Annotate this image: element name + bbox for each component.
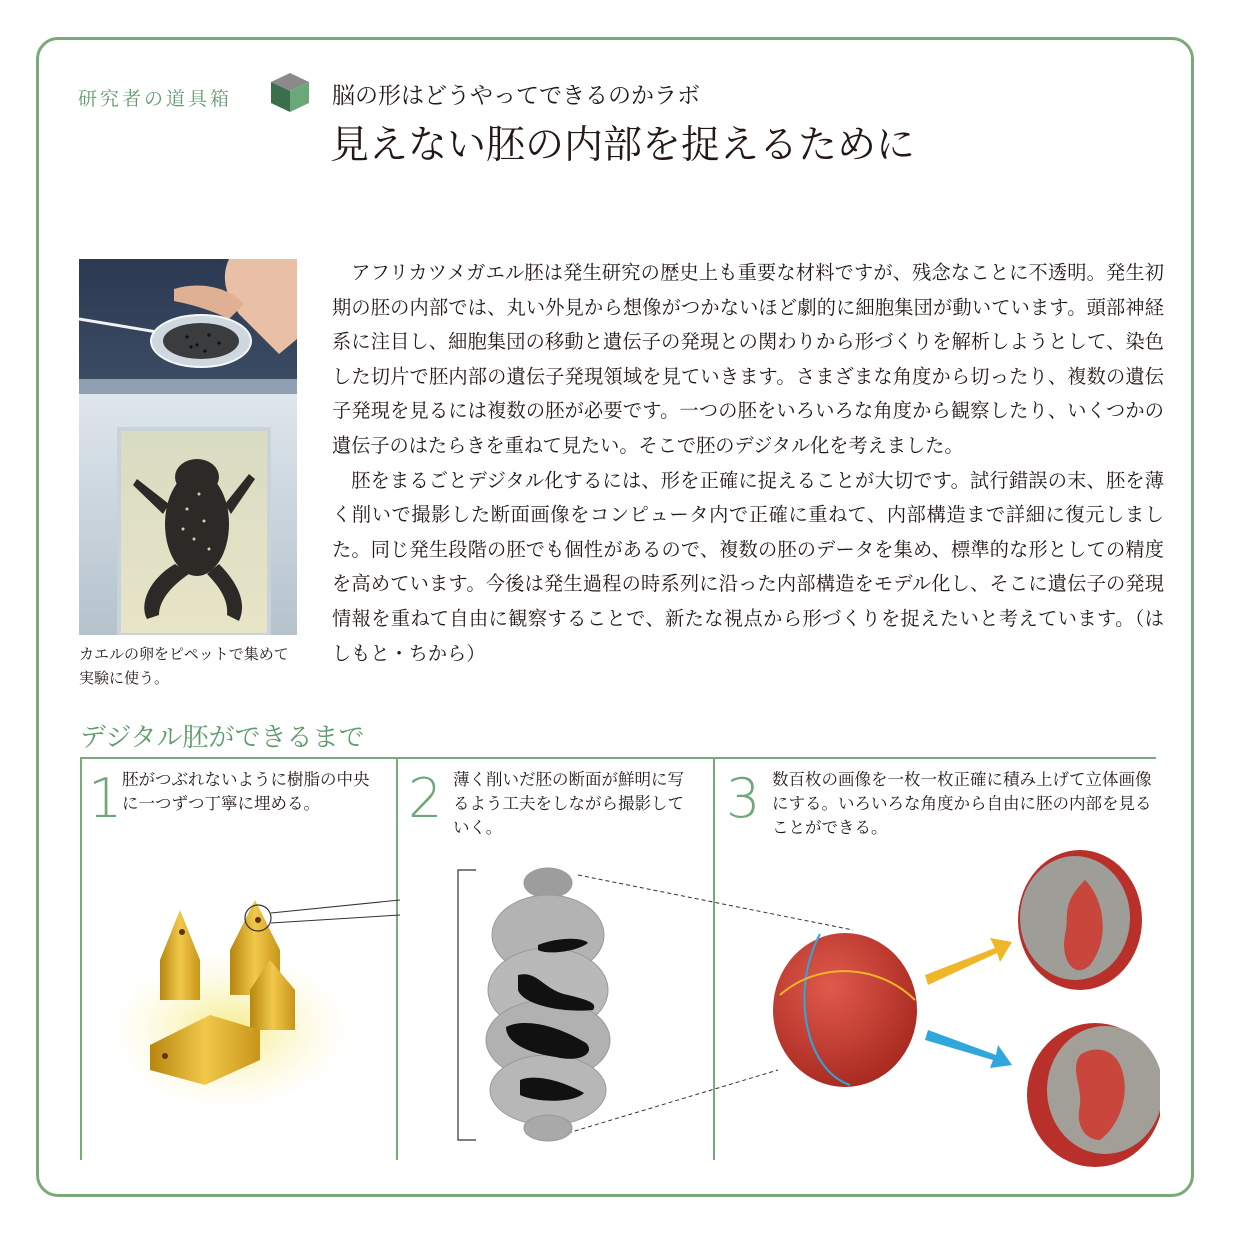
- photo-caption: カエルの卵をピペットで集めて実験に使う。: [79, 645, 289, 687]
- step-text-2: 薄く削いだ胚の断面が鮮明に写るよう工夫をしながら撮影していく。: [453, 770, 684, 837]
- article-body: [332, 256, 1164, 671]
- resin-blocks-figure: [110, 880, 400, 1130]
- step-number-1: 1: [88, 767, 123, 830]
- page-title: 見えない胚の内部を捉えるために: [330, 123, 916, 168]
- steps-divider: [80, 757, 1156, 759]
- article-paragraph-1: アフリカツメガエル胚は発生研究の歴史上も重要な材料ですが、残念なことに不透明。発生初期の胚の内部では、丸い外見から想像がつかないほど劇的に細胞集団が動いています。頭部神経系に注目し、細胞集団の移動と遺伝子の発現との関わりから形づくりを解析しようとして、染色した切片で胚内部の遺伝子発現領域を見ていきます。さまざまな角度から切ったり、複数の遺伝子発現を見るには複数の胚が必要です。一つの胚をいろいろな角度から観察したり、いくつかの遺伝子のはたらきを重ねて見たい。そこで胚のデジタル化を考えました。: [332, 261, 1164, 457]
- section-label: 研究者の道具箱: [78, 88, 233, 110]
- steps-heading: デジタル胚ができるまで: [80, 723, 365, 753]
- step-text-1: 胚がつぶれないように樹脂の中央に一つずつ丁寧に埋める。: [122, 770, 370, 813]
- article-paragraph-2: 胚をまるごとデジタル化するには、形を正確に捉えることが大切です。試行錯誤の末、胚を薄く削いで撮影した断面画像をコンピュータ内で正確に重ねて、内部構造まで詳細に復元しました。同じ発生段階の胚でも個性があるので、複数の胚のデータを集め、標準的な形としての精度を高めています。今後は発生過程の時系列に沿った内部構造をモデル化し、そこに遺伝子の発現情報を重ねて自由に観察することで、新たな視点から形づくりを捉えたいと考えています。（はしもと・ちから）: [332, 468, 1164, 665]
- column-divider: [80, 757, 82, 1160]
- lab-subtitle: 脳の形はどうやってできるのかラボ: [332, 83, 700, 109]
- step-text-3: 数百枚の画像を一枚一枚正確に積み上げて立体画像にする。いろいろな角度から自由に胚の内部を見ることができる。: [772, 770, 1152, 837]
- cube-icon: [268, 70, 312, 114]
- frog-photo: [79, 259, 297, 635]
- step-number-2: 2: [408, 767, 443, 830]
- step-number-3: 3: [726, 767, 761, 830]
- digital-embryo-figure: [760, 840, 1160, 1170]
